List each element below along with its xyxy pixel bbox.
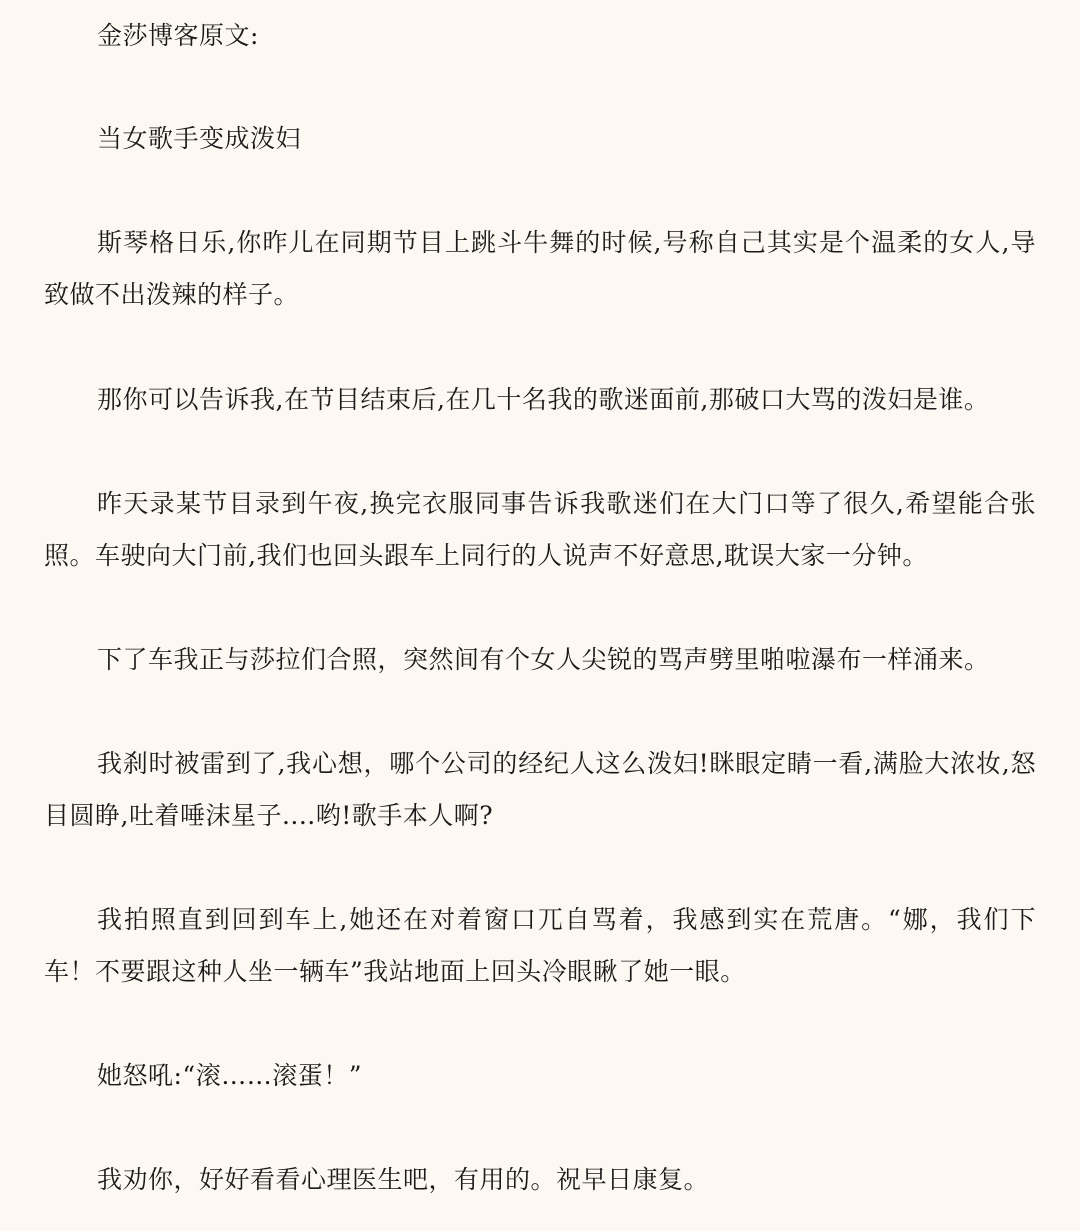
article-source-label: 金莎博客原文: <box>97 21 259 50</box>
paragraph: 昨天录某节目录到午夜,换完衣服同事告诉我歌迷们在大门口等了很久,希望能合张照。车驶向大门前,我们也回头跟车上同行的人说声不好意思,耽误大家一分钟。 <box>44 489 1036 570</box>
paragraph: 斯琴格日乐,你昨儿在同期节目上跳斗牛舞的时候,号称自己其实是个温柔的女人,导致做不出泼辣的样子。 <box>44 228 1036 309</box>
paragraph: 我劝你，好好看看心理医生吧，有用的。祝早日康复。 <box>97 1165 710 1194</box>
article-title: 当女歌手变成泼妇 <box>97 124 302 153</box>
paragraph: 下了车我正与莎拉们合照，突然间有个女人尖锐的骂声劈里啪啦瀑布一样涌来。 <box>97 645 990 674</box>
paragraph: 我刹时被雷到了,我心想，哪个公司的经纪人这么泼妇!眯眼定睛一看,满脸大浓妆,怒目圆睁,吐着唾沫星子....哟!歌手本人啊? <box>44 749 1036 830</box>
paragraph: 那你可以告诉我,在节目结束后,在几十名我的歌迷面前,那破口大骂的泼妇是谁。 <box>97 385 990 414</box>
paragraph: 我拍照直到回到车上,她还在对着窗口兀自骂着，我感到实在荒唐。“娜，我们下车！不要跟这种人坐一辆车”我站地面上回头冷眼瞅了她一眼。 <box>44 905 1036 986</box>
paragraph: 她怒吼:“滚……滚蛋！” <box>97 1061 362 1090</box>
